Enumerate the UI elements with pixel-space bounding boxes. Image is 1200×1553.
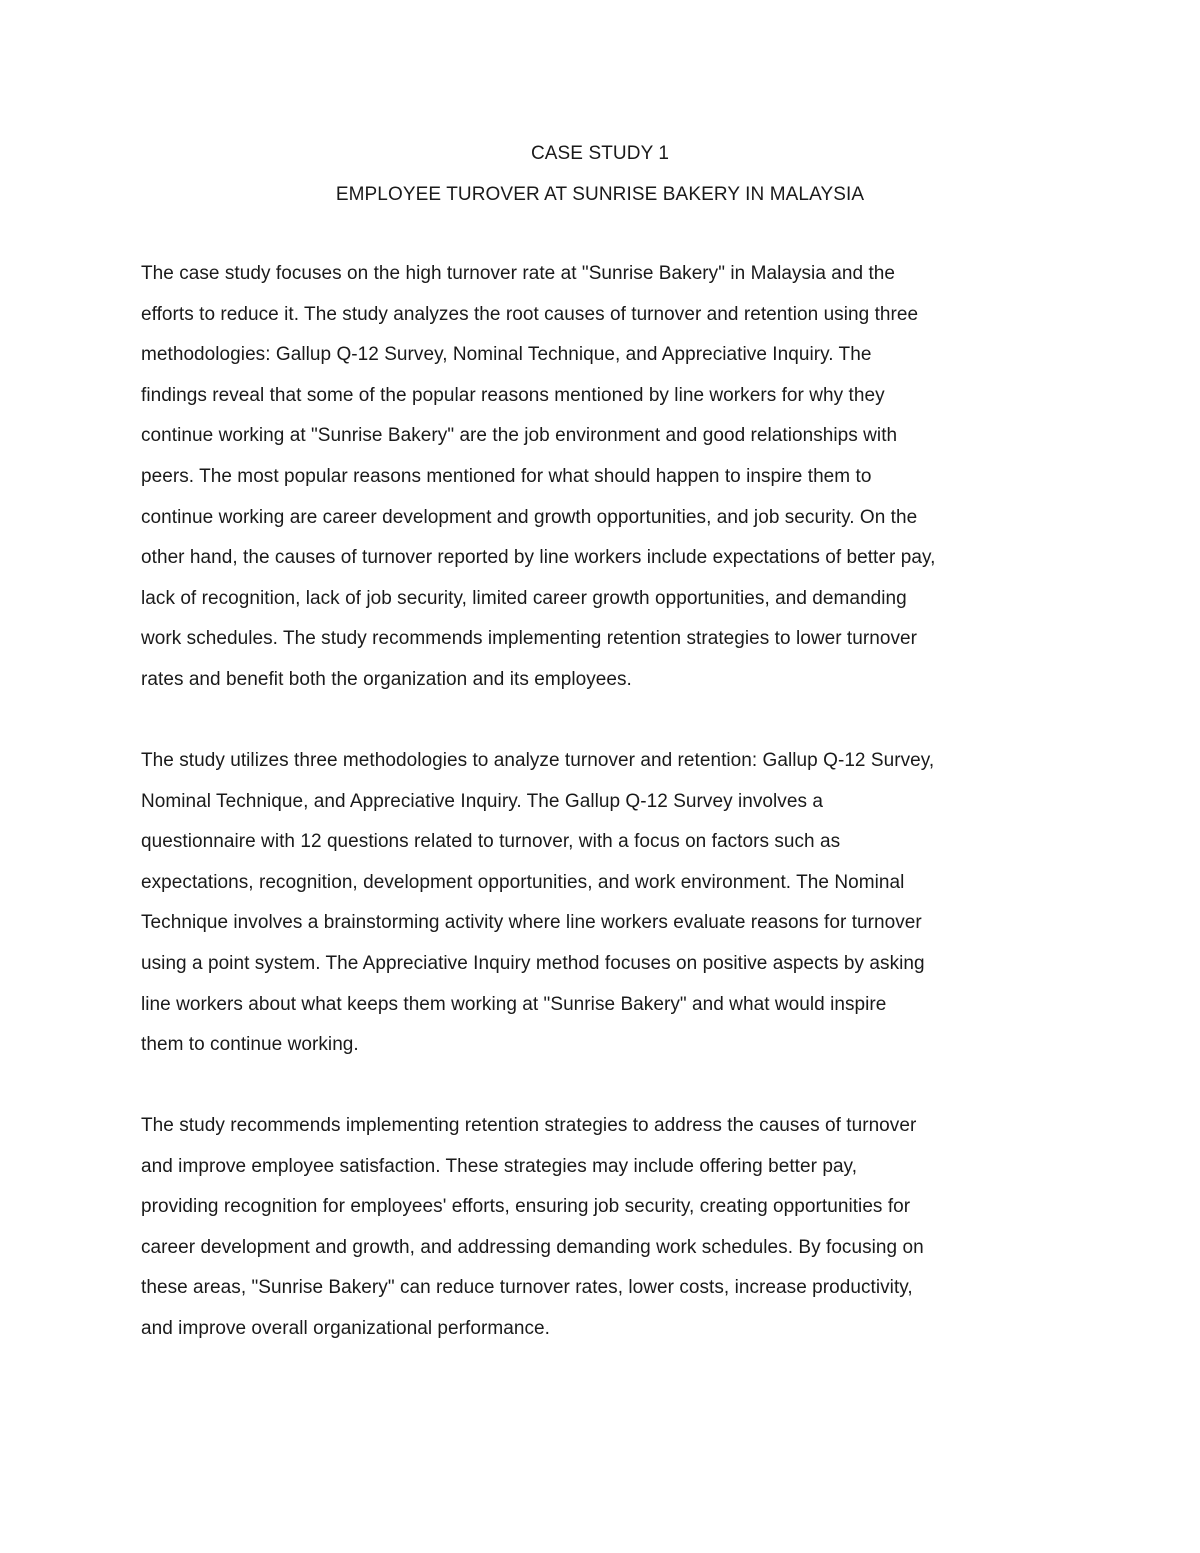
text-line: findings reveal that some of the popular reasons mentioned by line workers for why they xyxy=(141,384,885,406)
document-title: CASE STUDY 1 xyxy=(530,143,670,164)
text-line: and improve overall organizational performance. xyxy=(141,1317,550,1339)
text-line: these areas, "Sunrise Bakery" can reduce turnover rates, lower costs, increase productivity, xyxy=(141,1277,913,1299)
text-line: methodologies: Gallup Q-12 Survey, Nominal Technique, and Appreciative Inquiry. The xyxy=(141,344,872,366)
text-line: career development and growth, and addressing demanding work schedules. By focusing on xyxy=(141,1236,924,1258)
text-line: other hand, the causes of turnover reported by line workers include expectations of better pay, xyxy=(141,547,936,569)
text-line: using a point system. The Appreciative Inquiry method focuses on positive aspects by asking xyxy=(141,952,925,974)
text-line: expectations, recognition, development opportunities, and work environment. The Nominal xyxy=(141,871,905,893)
text-line: Technique involves a brainstorming activity where line workers evaluate reasons for turnover xyxy=(141,912,922,934)
text-line: providing recognition for employees' efforts, ensuring job security, creating opportunities for xyxy=(141,1196,911,1218)
paragraph-recommendations xyxy=(141,1106,1041,1350)
text-line: line workers about what keeps them working at "Sunrise Bakery" and what would inspire xyxy=(141,993,887,1015)
text-line: questionnaire with 12 questions related to turnover, with a focus on factors such as xyxy=(141,831,841,853)
text-line: continue working at "Sunrise Bakery" are the job environment and good relationships with xyxy=(141,425,898,447)
paragraph-methodologies xyxy=(141,741,1041,1066)
text-line: and improve employee satisfaction. These strategies may include offering better pay, xyxy=(141,1155,858,1177)
paragraph-summary xyxy=(141,254,1041,701)
text-line: rates and benefit both the organization and its employees. xyxy=(141,668,632,690)
text-line: The study utilizes three methodologies to analyze turnover and retention: Gallup Q-12 Survey, xyxy=(141,750,935,771)
text-line: efforts to reduce it. The study analyzes the root causes of turnover and retention using three xyxy=(141,303,919,325)
text-line: lack of recognition, lack of job security, limited career growth opportunities, and demanding xyxy=(141,587,907,609)
text-line: The case study focuses on the high turnover rate at "Sunrise Bakery" in Malaysia and the xyxy=(141,263,896,284)
text-line: them to continue working. xyxy=(141,1034,359,1056)
text-line: Nominal Technique, and Appreciative Inquiry. The Gallup Q-12 Survey involves a xyxy=(141,790,823,812)
text-line: work schedules. The study recommends implementing retention strategies to lower turnover xyxy=(141,628,918,650)
document-subtitle: EMPLOYEE TUROVER AT SUNRISE BAKERY IN MALAYSIA xyxy=(335,184,865,205)
text-line: continue working are career development and growth opportunities, and job security. On the xyxy=(141,506,918,528)
text-line: The study recommends implementing retention strategies to address the causes of turnover xyxy=(141,1115,917,1136)
text-line: peers. The most popular reasons mentioned for what should happen to inspire them to xyxy=(141,465,872,487)
